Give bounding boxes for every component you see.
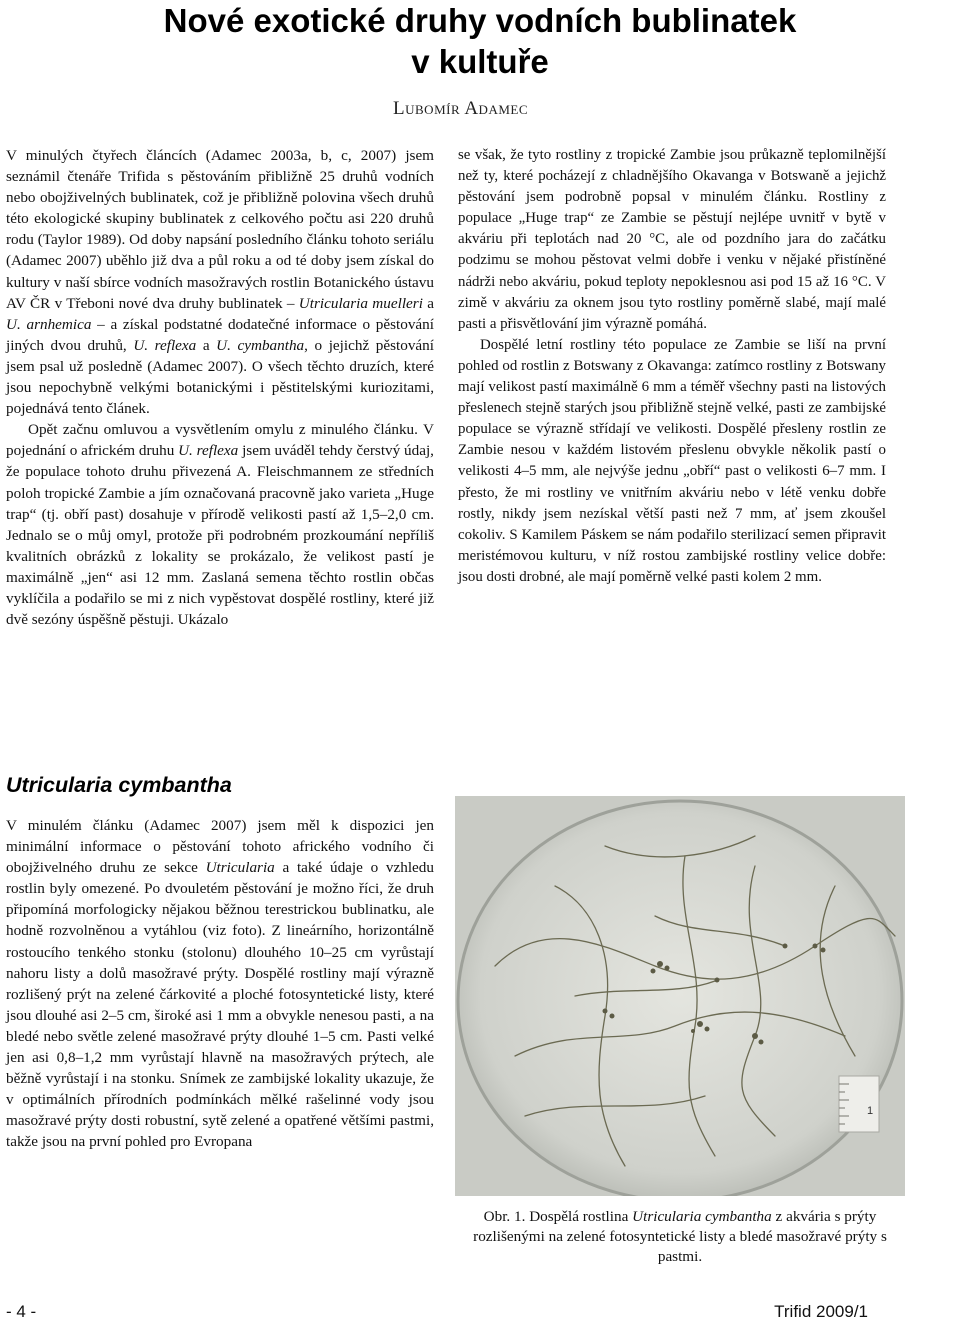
photo-scale-label: 1 xyxy=(867,1105,874,1117)
title-line-1: Nové exotické druhy vodních bublinatek xyxy=(163,2,797,39)
intro-paragraph: V minulých čtyřech článcích (Adamec 2003a, b, c, 2007) jsem seznámil čtenáře Trifida s pěstováním přibližně 25 druhů vodních nebo obojživelných bublinatek, což je přibližně polovina všech druhů této ekologické skupiny bublinatek z celkového počtu asi 220 druhů rodu (Taylor 1989). Od doby napsání posledního článku tohoto seriálu (Adamec 2007) uběhlo již dva a půl roku a od té doby jsem získal do kultury v naší sbírce vodních masožravých rostlin Botanického ústavu AV ČR v Třeboni nové dva druhy bublinatek – Utricularia muelleri a U. arnhemica – a získal podstatné dodatečné informace o pěstování jiných dvou druhů, U. reflexa a U. cymbantha, o jejichž pěstování jsem psal už posledně (Adamec 2007). O všech těchto druzích, které jsou nepochybně velkými botanickými i pěstitelskými kuriozitami, pojednává tento článek. xyxy=(6,147,434,418)
page-number: - 4 - xyxy=(6,1302,37,1321)
title-line-2: v kultuře xyxy=(411,43,549,80)
left-column-section xyxy=(6,815,434,1153)
figure-caption: Obr. 1. Dospělá rostlina Utricularia cymbantha z akvária s prýty rozlišenými na zelené fotosyntetické listy a bledé masožravé prýty s pastmi. xyxy=(473,1208,887,1265)
left-column-intro xyxy=(6,145,434,630)
right-paragraph-1: se však, že tyto rostliny z tropické Zambie jsou průkazně teplomilnější než ty, které pocházejí z chladnějšího Okavanga v Botswaně a jejichž pěstování jsem podrobně popsal v minulém článku. Rostliny z populace „Huge trap“ ze Zambie se pěstují nejlépe uvnitř v bytě v akváriu při teplotách nad 20 °C, ale od pozdního jara do začátku podzimu se mohou pěstovat velmi dobře i venku v nějaké přistíněné nádrži nebo akváriu, pokud teploty nepoklesnou asi pod 15 až 16 °C. V zimě v akváriu za oknem jsou tyto rostliny poměrně slabé, mají malé pasti a přisvětlování jim výrazně pomáhá. xyxy=(458,147,886,332)
right-column xyxy=(458,145,886,588)
plant-photo xyxy=(455,796,905,1196)
plant-photo-illustration xyxy=(455,796,905,1196)
section-paragraph: V minulém článku (Adamec 2007) jsem měl k dispozici jen minimální informace o pěstování tohoto afrického vodního či obojživelného druhu ze sekce Utricularia a také údaje o vzhledu rostlin byly omezené. Po dvouletém pěstování je možno říci, že druh připomíná morfologicky nějakou běžnou terestrickou bublinatku, ale hodně rozvolněnou a vytáhlou (viz foto). Z lineárního, horizontálně rostoucího tenkého stonku (stolonu) dlouhého 10–25 cm vyrůstají nahoru listy a dolů masožravé prýty. Dospělé rostliny mají výrazně rozlišený prýt na zelené čárkovité a ploché fotosyntetické listy, které jsou dlouhé asi 2–5 cm, široké asi 1 mm a obvykle nenesou pasti, a na bledé nebo světle zelené masožravé prýty dlouhé 1–5 cm. Pasti velké jen asi 0,8–1,2 mm vyrůstají hlavně na masožravých prýtech, ale běžně vyrůstají i na stonku. Snímek ze zambijské lokality ukazuje, že v optimálních přírodních podmínkách mělké rašelinné vody jsou masožravé prýty dosti robustní, sytě zelené a opatřené většími pastmi, takže jsou na první pohled pro Evropana xyxy=(6,817,434,1151)
section-heading: Utricularia cymbantha xyxy=(6,773,232,797)
journal-issue: Trifid 2009/1 xyxy=(774,1302,868,1321)
article-title xyxy=(0,0,960,82)
correction-paragraph: Opět začnu omluvou a vysvětlením omylu z minulého článku. V pojednání o africkém druhu U. reflexa jsem uváděl tehdy čerstvý údaj, že populace tohoto druhu přivezená A. Fleischmannem ze středních poloh tropické Zambie a jím označovaná pracovně jako varieta „Huge trap“ (tj. obří past) dosahuje v přírodě velikosti pastí až 1,5–2,0 cm. Jednalo se o můj omyl, protože při podrobném prozkoumání nepříliš kvalitních obrázků z lokality se prokázalo, že velikost pastí je maximálně „jen“ asi 12 mm. Zaslaná semena těchto rostlin občas vyklíčila a podařilo se mi z nich vypěstovat dospělé rostliny, které již dvě sezóny úspěšně pěstuji. Ukázalo xyxy=(6,421,434,629)
right-paragraph-2: Dospělé letní rostliny této populace ze Zambie se liší na první pohled od rostlin z Botswany z Okavanga: zatímco rostliny z Botswany mají velikost pastí maximálně 6 mm a téměř všechny pasti na listových přeslenech stejně starých jsou přibližně stejně velké, pasti ze zambijské populace se výrazně střídají ve velikosti. Dospělé přesleny rostlin ze Zambie nesou v každém listovém přeslenu obvykle několik pastí o velikosti 4–5 mm, ale nejvýše jednu „obří“ past o velikosti 6–7 mm. I přesto, že mi rostliny ve vnitřním akváriu nebo v létě venku dobře rostly, nikdy jsem nezískal větší pasti než 7 mm, ať jsem zkoušel cokoliv. S Kamilem Páskem se nám podařilo sterilizací semen připravit meristémovou kulturu, v níž rostou zambijské rostliny velice dobře: jsou dosti drobné, ale mají poměrně velké pasti kolem 2 mm. xyxy=(458,336,886,585)
author-name: Lubomír Adamec xyxy=(393,98,528,119)
